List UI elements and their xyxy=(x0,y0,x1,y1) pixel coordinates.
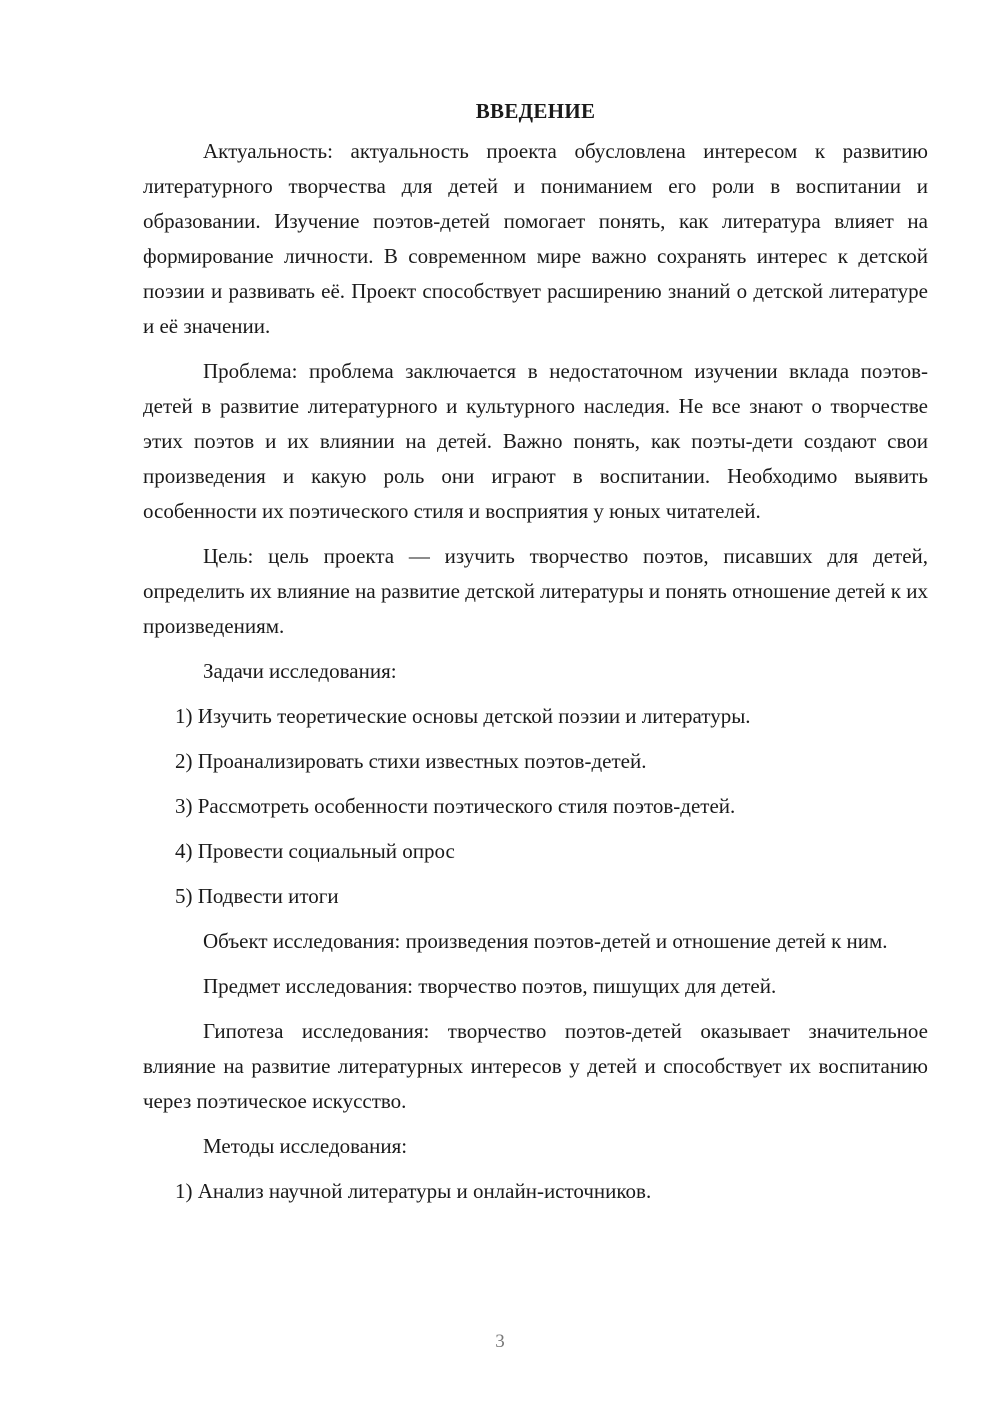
page-title: ВВЕДЕНИЕ xyxy=(475,99,596,123)
relevance-paragraph: Актуальность: актуальность проекта обусловлена интересом к развитию литературного творчества для детей и пониманием его роли в воспитании и образовании. Изучение поэтов-детей помогает понять, как литература влияет на формирование личности. В современном мире важно сохранять интерес к детской поэзии и развивать её. Проект способствует расширению знаний о детской литературе и её значении. xyxy=(143,139,928,338)
tasks-heading: Задачи исследования: xyxy=(203,659,397,683)
document-page xyxy=(143,88,928,1219)
methods-heading: Методы исследования: xyxy=(203,1134,408,1158)
subject-paragraph: Предмет исследования: творчество поэтов, пишущих для детей. xyxy=(203,974,777,998)
page-number: 3 xyxy=(495,1331,505,1352)
task-item: 5) Подвести итоги xyxy=(175,884,339,908)
object-paragraph: Объект исследования: произведения поэтов-детей и отношение детей к ним. xyxy=(203,929,888,953)
problem-paragraph: Проблема: проблема заключается в недостаточном изучении вклада поэтов-детей в развитие литературного и культурного наследия. Не все знают о творчестве этих поэтов и их влиянии на детей. Важно понять, как поэты-дети создают свои произведения и какую роль они играют в воспитании. Необходимо выявить особенности их поэтического стиля и восприятия у юных читателей. xyxy=(143,359,928,523)
goal-paragraph: Цель: цель проекта — изучить творчество поэтов, писавших для детей, определить их влияние на развитие детской литературы и понять отношение детей к их произведениям. xyxy=(143,544,928,638)
method-item: 1) Анализ научной литературы и онлайн-источников. xyxy=(175,1179,652,1203)
hypothesis-paragraph: Гипотеза исследования: творчество поэтов-детей оказывает значительное влияние на развитие литературных интересов у детей и способствует их воспитанию через поэтическое искусство. xyxy=(143,1019,928,1113)
task-item: 1) Изучить теоретические основы детской поэзии и литературы. xyxy=(175,704,751,728)
task-item: 2) Проанализировать стихи известных поэтов-детей. xyxy=(175,749,647,773)
task-item: 3) Рассмотреть особенности поэтического стиля поэтов-детей. xyxy=(175,794,736,818)
task-item: 4) Провести социальный опрос xyxy=(175,839,455,863)
